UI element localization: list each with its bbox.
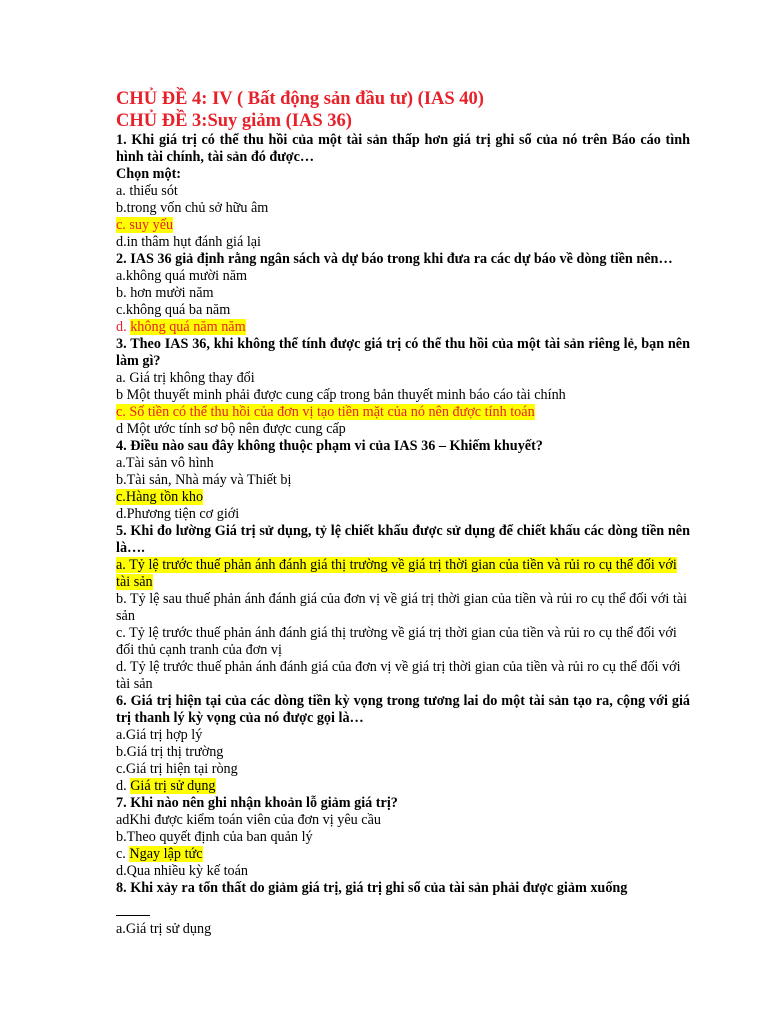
q7-option-a: adKhi được kiểm toán viên của đơn vị yêu cầu — [116, 812, 381, 828]
q5-option-d: d. Tỷ lệ trước thuế phản ánh đánh giá của đơn vị về giá trị thời gian của tiền và rủi ro cụ thể đối với tài sản — [116, 659, 681, 692]
q4-option-c-answer: c.Hàng tồn kho — [116, 489, 204, 505]
question-5: 5. Khi đo lường Giá trị sử dụng, tỷ lệ chiết khấu được sử dụng để chiết khấu các dòng tiền nên là…. — [116, 523, 690, 556]
q1-option-a: a. thiếu sót — [116, 183, 178, 199]
q3-option-c-answer: c. Số tiền có thể thu hồi của đơn vị tạo tiền mặt của nó nên được tính toán — [116, 404, 535, 420]
q2-option-c: c.không quá ba năm — [116, 302, 231, 318]
question-8: 8. Khi xảy ra tổn thất do giảm giá trị, giá trị ghi sổ của tài sản phải được giảm xuống — [116, 880, 628, 896]
q5-option-b: b. Tỷ lệ sau thuế phản ánh đánh giá của đơn vị về giá trị thời gian của tiền và rủi ro cụ thể đối với tài sản — [116, 591, 688, 624]
q1-option-c-answer: c. suy yếu — [116, 217, 174, 233]
q7-option-c-prefix: c. — [116, 846, 130, 862]
q2-option-a: a.không quá mười năm — [116, 268, 248, 284]
question-2: 2. IAS 36 giả định rằng ngân sách và dự báo trong khi đưa ra các dự báo về dòng tiền nên… — [116, 251, 673, 267]
q4-option-a: a.Tài sản vô hình — [116, 455, 214, 471]
q2-option-d-answer: không quá năm năm — [130, 319, 246, 335]
q1-option-d: d.in thâm hụt đánh giá lại — [116, 234, 261, 250]
question-1: 1. Khi giá trị có thể thu hồi của một tài sản thấp hơn giá trị ghi sổ của nó trên Báo cáo tình hình tài chính, tài sản đó được… — [116, 132, 690, 165]
q6-option-d-answer: Giá trị sử dụng — [130, 778, 216, 794]
question-4: 4. Điều nào sau đây không thuộc phạm vi của IAS 36 – Khiếm khuyết? — [116, 438, 543, 454]
q4-option-d: d.Phương tiện cơ giới — [116, 506, 240, 522]
document-content — [116, 88, 690, 938]
q6-option-b: b.Giá trị thị trường — [116, 744, 224, 760]
q5-option-a-answer: a. Tỷ lệ trước thuế phản ánh đánh giá thị trường về giá trị thời gian của tiền và rủi ro cụ thể đối với tài sản — [116, 557, 677, 590]
question-3: 3. Theo IAS 36, khi không thể tính được giá trị có thể thu hồi của một tài sản riêng lẻ, bạn nên làm gì? — [116, 336, 690, 369]
q2-option-b: b. hơn mười năm — [116, 285, 214, 301]
q3-option-a: a. Giá trị không thay đổi — [116, 370, 255, 386]
q2-option-d-prefix: d. — [116, 319, 131, 335]
q8-option-a: a.Giá trị sử dụng — [116, 921, 212, 937]
q3-option-b: b Một thuyết minh phải được cung cấp trong bản thuyết minh báo cáo tài chính — [116, 387, 566, 403]
choose-one-label: Chọn một: — [116, 166, 182, 182]
q4-option-b: b.Tài sản, Nhà máy và Thiết bị — [116, 472, 292, 488]
blank-underline — [116, 901, 150, 916]
q5-option-c: c. Tỷ lệ trước thuế phản ánh đánh giá thị trường về giá trị thời gian của tiền và rủi ro cụ thể đối với đối thủ cạnh tranh của đơn vị — [116, 625, 677, 658]
q1-option-b: b.trong vốn chủ sở hữu âm — [116, 200, 269, 216]
q7-option-b: b.Theo quyết định của ban quản lý — [116, 829, 313, 845]
title-topic-4: CHỦ ĐỀ 4: IV ( Bất động sản đầu tư) (IAS 40) — [116, 89, 484, 109]
title-topic-3: CHỦ ĐỀ 3:Suy giảm (IAS 36) — [116, 111, 352, 131]
q7-option-d: d.Qua nhiều kỳ kế toán — [116, 863, 248, 879]
q6-option-a: a.Giá trị hợp lý — [116, 727, 203, 743]
question-6: 6. Giá trị hiện tại của các dòng tiền kỳ vọng trong tương lai do một tài sản tạo ra, cộng với giá trị thanh lý kỳ vọng của nó được gọi là… — [116, 693, 690, 726]
q6-option-c: c.Giá trị hiện tại ròng — [116, 761, 238, 777]
q6-option-d-prefix: d. — [116, 778, 131, 794]
q7-option-c-answer: Ngay lập tức — [129, 846, 203, 862]
q3-option-d: d Một ước tính sơ bộ nên được cung cấp — [116, 421, 346, 437]
question-7: 7. Khi nào nên ghi nhận khoản lỗ giảm giá trị? — [116, 795, 398, 811]
